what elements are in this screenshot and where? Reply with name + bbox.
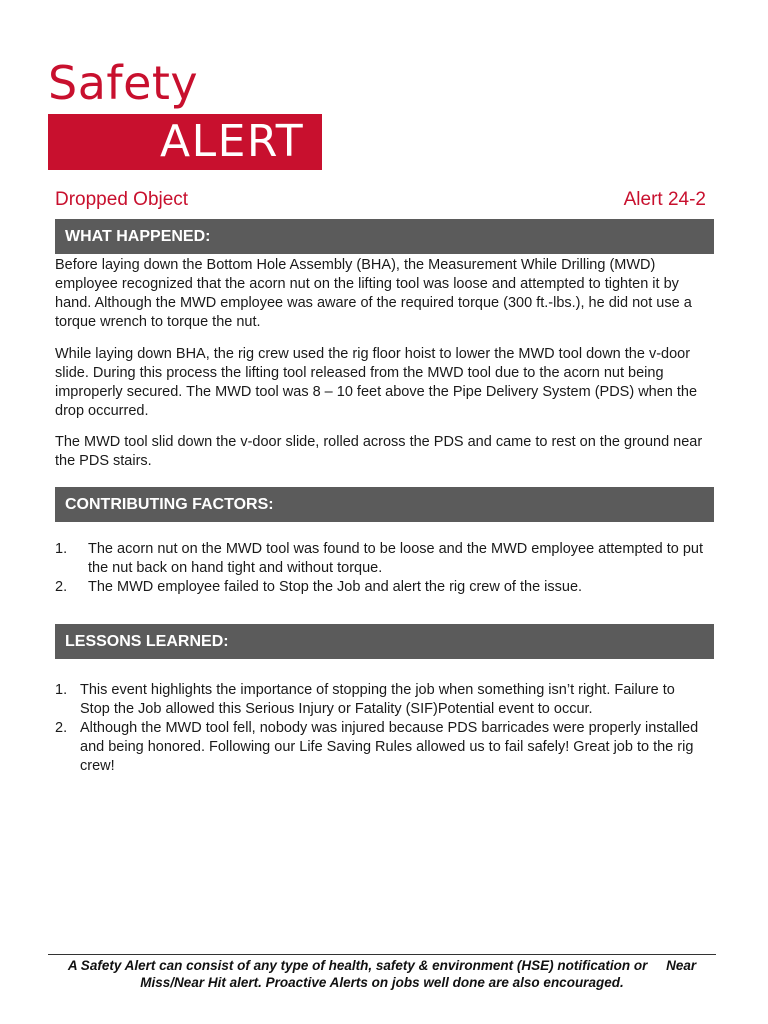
list-item	[55, 578, 705, 597]
footer-line-2: Miss/Near Hit alert. Proactive Alerts on jobs well done are also encouraged.	[140, 975, 624, 990]
section-title-lessons-learned: LESSONS LEARNED:	[65, 633, 229, 650]
list-item-number: 2.	[55, 720, 68, 736]
lessons-learned-list	[55, 681, 705, 776]
section-title-what-happened: WHAT HAPPENED:	[65, 228, 211, 245]
alert-subject: Dropped Object	[55, 189, 189, 210]
contributing-factors-list	[55, 540, 705, 597]
list-item-number: 2.	[55, 579, 68, 595]
what-happened-paragraph-2: While laying down BHA, the rig crew used the rig floor hoist to lower the MWD tool down the v-door slide. During this process the lifting tool released from the MWD tool due to the acorn nut being improperly secured. The MWD tool was 8 – 10 feet above the Pipe Delivery System (PDS) when the drop occurred.	[55, 346, 698, 419]
section-title-contributing-factors: CONTRIBUTING FACTORS:	[65, 496, 274, 513]
logo-safety-text: Safety	[48, 56, 199, 110]
section-header-contributing-factors	[55, 487, 714, 522]
list-item-text: The acorn nut on the MWD tool was found to be loose and the MWD employee attempted to put the nut back on hand tight and without torque.	[88, 541, 703, 576]
list-item	[55, 719, 705, 776]
what-happened-paragraph-3: The MWD tool slid down the v-door slide, rolled across the PDS and came to rest on the ground near the PDS stairs.	[55, 434, 703, 469]
footer-line-1: A Safety Alert can consist of any type of health, safety & environment (HSE) notification or Near	[67, 958, 697, 973]
list-item-text: Although the MWD tool fell, nobody was injured because PDS barricades were properly installed and being honored. Following our Life Saving Rules allowed us to fail safely! Great job to the rig crew!	[80, 720, 699, 774]
list-item-number: 1.	[55, 682, 68, 698]
list-item-number: 1.	[55, 541, 68, 557]
list-item-text: The MWD employee failed to Stop the Job and alert the rig crew of the issue.	[88, 579, 583, 595]
list-item	[55, 681, 705, 719]
section-header-what-happened	[55, 219, 714, 254]
footer-note	[48, 957, 716, 991]
alert-number: Alert 24-2	[623, 189, 706, 210]
logo-alert-text: ALERT	[160, 116, 305, 167]
list-item-text: This event highlights the importance of stopping the job when something isn’t right. Failure to Stop the Job allowed this Serious Injury or Fatality (SIF)Potential event to occur.	[80, 682, 675, 717]
list-item	[55, 540, 705, 578]
what-happened-paragraph-1: Before laying down the Bottom Hole Assembly (BHA), the Measurement While Drilling (MWD) employee recognized that the acorn nut on the lifting tool was loose and attempted to tighten it by hand. Although the MWD employee was aware of the required torque (300 ft.-lbs.), he did not use a torque wrench to torque the nut.	[55, 257, 692, 330]
section-header-lessons-learned	[55, 624, 714, 659]
footer-divider	[48, 954, 716, 955]
